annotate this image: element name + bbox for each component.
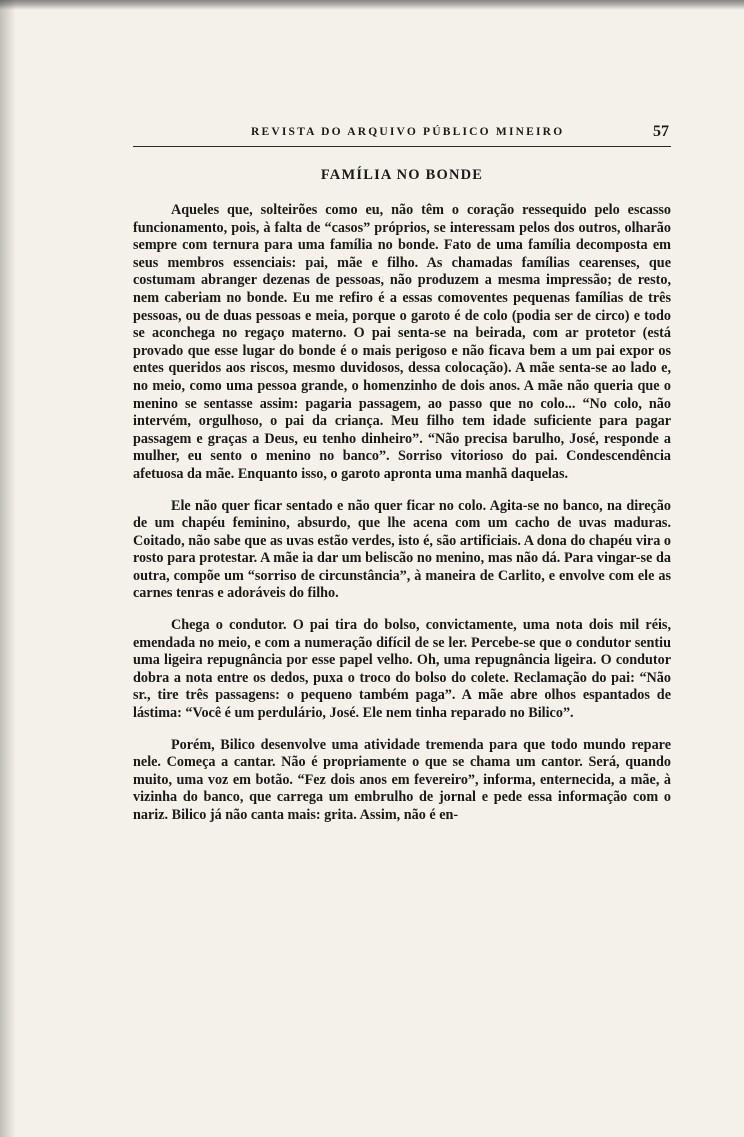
paragraph-4: Porém, Bilico desenvolve uma atividade tremenda para que todo mundo repare nele. Começa a cantar. Não é propriamente o que se chama um cantor. Será, quando muito, uma voz em botão. “Fez dois anos em fevereiro”, informa, enternecida, a mãe, à vizinha do banco, que carrega um embrulho de jornal e pede essa informação com o nariz. Bilico já não canta mais: grita. Assim, não é en- <box>133 736 671 823</box>
paragraph-2: Ele não quer ficar sentado e não quer ficar no colo. Agita-se no banco, na direção de um chapéu feminino, absurdo, que lhe acena com um cacho de uvas maduras. Coitado, não sabe que as uvas estão verdes, isto é, são artificiais. A dona do chapéu vira o rosto para protestar. A mãe ia dar um beliscão no menino, mas não dá. Para vingar-se da outra, compõe um “sorriso de circunstância”, à maneira de Carlito, e envolve com ele as carnes tenras e adoráveis do filho. <box>133 497 671 602</box>
paragraph-3: Chega o condutor. O pai tira do bolso, convictamente, uma nota dois mil réis, emendada no meio, e com a numeração difícil de se ler. Percebe-se que o condutor sentiu uma ligeira repugnância por esse papel velho. Oh, uma repugnância ligeira. O condutor dobra a nota entre os dedos, puxa o troco do bolso do colete. Reclamação do pai: “Não sr., tire três passagens: o pequeno também paga”. A mãe abre olhos espantados de lástima: “Você é um perdulário, José. Ele nem tinha reparado no Bilico”. <box>133 617 671 722</box>
running-header <box>133 122 671 147</box>
article-title: FAMÍLIA NO BONDE <box>320 167 484 183</box>
scan-top-edge <box>0 0 744 10</box>
page-number: 57 <box>653 123 669 140</box>
document-page <box>133 122 671 839</box>
journal-title: REVISTA DO ARQUIVO PÚBLICO MINEIRO <box>251 126 565 138</box>
paragraph-1: Aqueles que, solteirões como eu, não têm o coração ressequido pelo escasso funcionamento, pois, à falta de “casos” próprios, se interessam pelos dos outros, olharão sempre com ternura para uma família no bonde. Fato de uma família decomposta em seus membros essenciais: pai, mãe e filho. As chamadas famílias cearenses, que costumam abranger dezenas de pessoas, não produzem a mesma impressão; de resto, nem caberiam no bonde. Eu me refiro é a essas comoventes pequenas famílias de três pessoas, ou de duas pessoas e meia, porque o garoto é de colo (podia ser de circo) e todo se aconchega no regaço materno. O pai senta-se na beirada, com ar protetor (está provado que esse lugar do bonde é o mais perigoso e não ficava bem a um pai expor os entes queridos aos riscos, mesmo duvidosos, dessa colocação). A mãe senta-se ao lado e, no meio, como uma pessoa grande, o homenzinho de dois anos. A mãe não queria que o menino se sentasse assim: pagaria passagem, ao passo que no colo... “No colo, não intervém, orgulhoso, o pai da criança. Meu filho tem idade suficiente para pagar passagem e graças a Deus, eu tenho dinheiro”. “Não precisa barulho, José, responde a mulher, eu sento o menino no banco”. Sorriso vitorioso do pai. Condescendência afetuosa da mãe. Enquanto isso, o garoto apronta uma manhã daquelas. <box>133 202 671 482</box>
scan-left-shadow <box>0 0 16 1137</box>
